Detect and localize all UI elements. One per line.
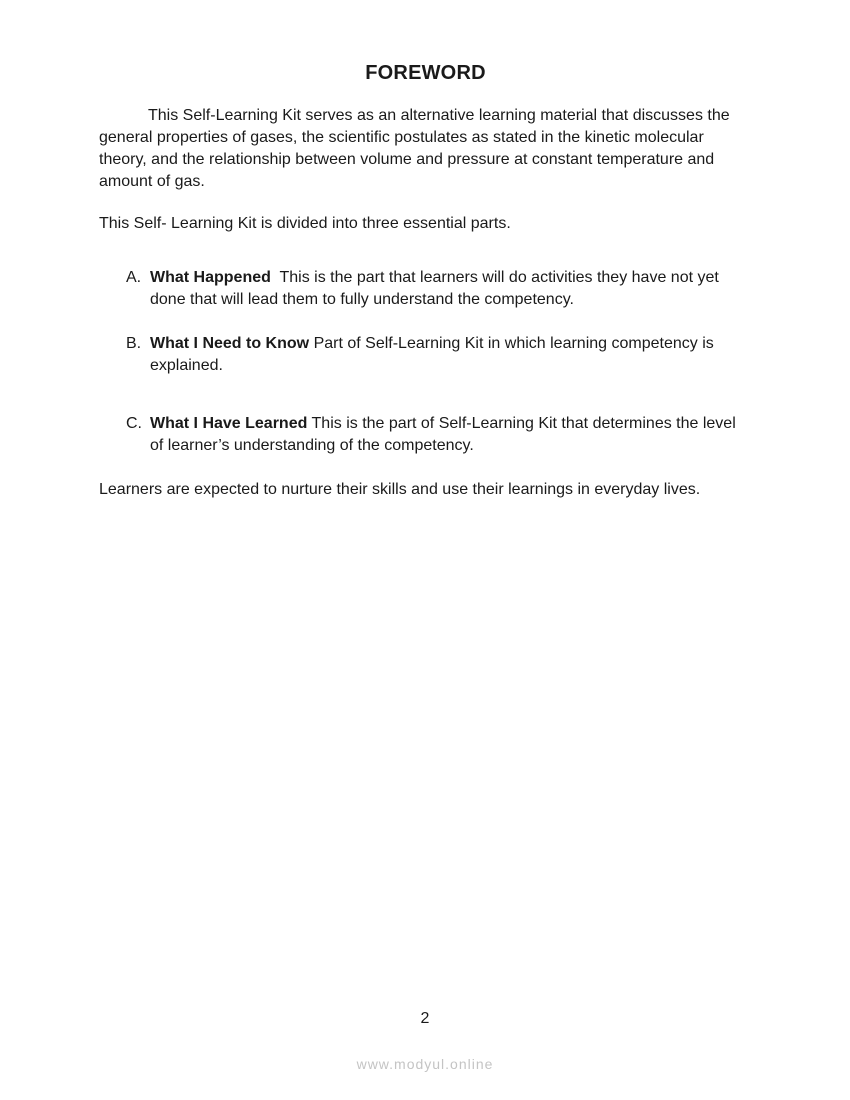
page-number: 2 (420, 1010, 430, 1027)
list-item (99, 333, 752, 377)
part-description: Part of Self-Learning Kit in which learning competency is explained. (150, 335, 714, 374)
intro-paragraph: This Self-Learning Kit serves as an alternative learning material that discusses the general properties of gases, the scientific postulates as stated in the kinetic molecular theory, and the relationship between volume and pressure at constant temperature and amount of gas. (99, 107, 730, 190)
list-marker: B. (126, 335, 142, 352)
list-item (99, 267, 752, 311)
list-item (99, 413, 752, 457)
closing-paragraph: Learners are expected to nurture their skills and use their learnings in everyday lives. (99, 481, 701, 498)
part-description: This is the part of Self-Learning Kit that determines the level of learner’s understanding of the competency. (150, 415, 736, 454)
list-marker: A. (126, 269, 142, 286)
page-title: FOREWORD (365, 62, 486, 84)
part-term: What Happened (150, 269, 271, 286)
part-term: What I Have Learned (150, 415, 308, 432)
watermark: www.modyul.online (356, 1056, 494, 1072)
divided-statement: This Self- Learning Kit is divided into three essential parts. (99, 215, 511, 232)
part-term: What I Need to Know (150, 335, 310, 352)
part-description: This is the part that learners will do activities they have not yet done that will lead them to fully understand the competency. (150, 269, 719, 308)
list-marker: C. (126, 415, 142, 432)
document-page (99, 62, 752, 501)
parts-list (99, 267, 752, 457)
